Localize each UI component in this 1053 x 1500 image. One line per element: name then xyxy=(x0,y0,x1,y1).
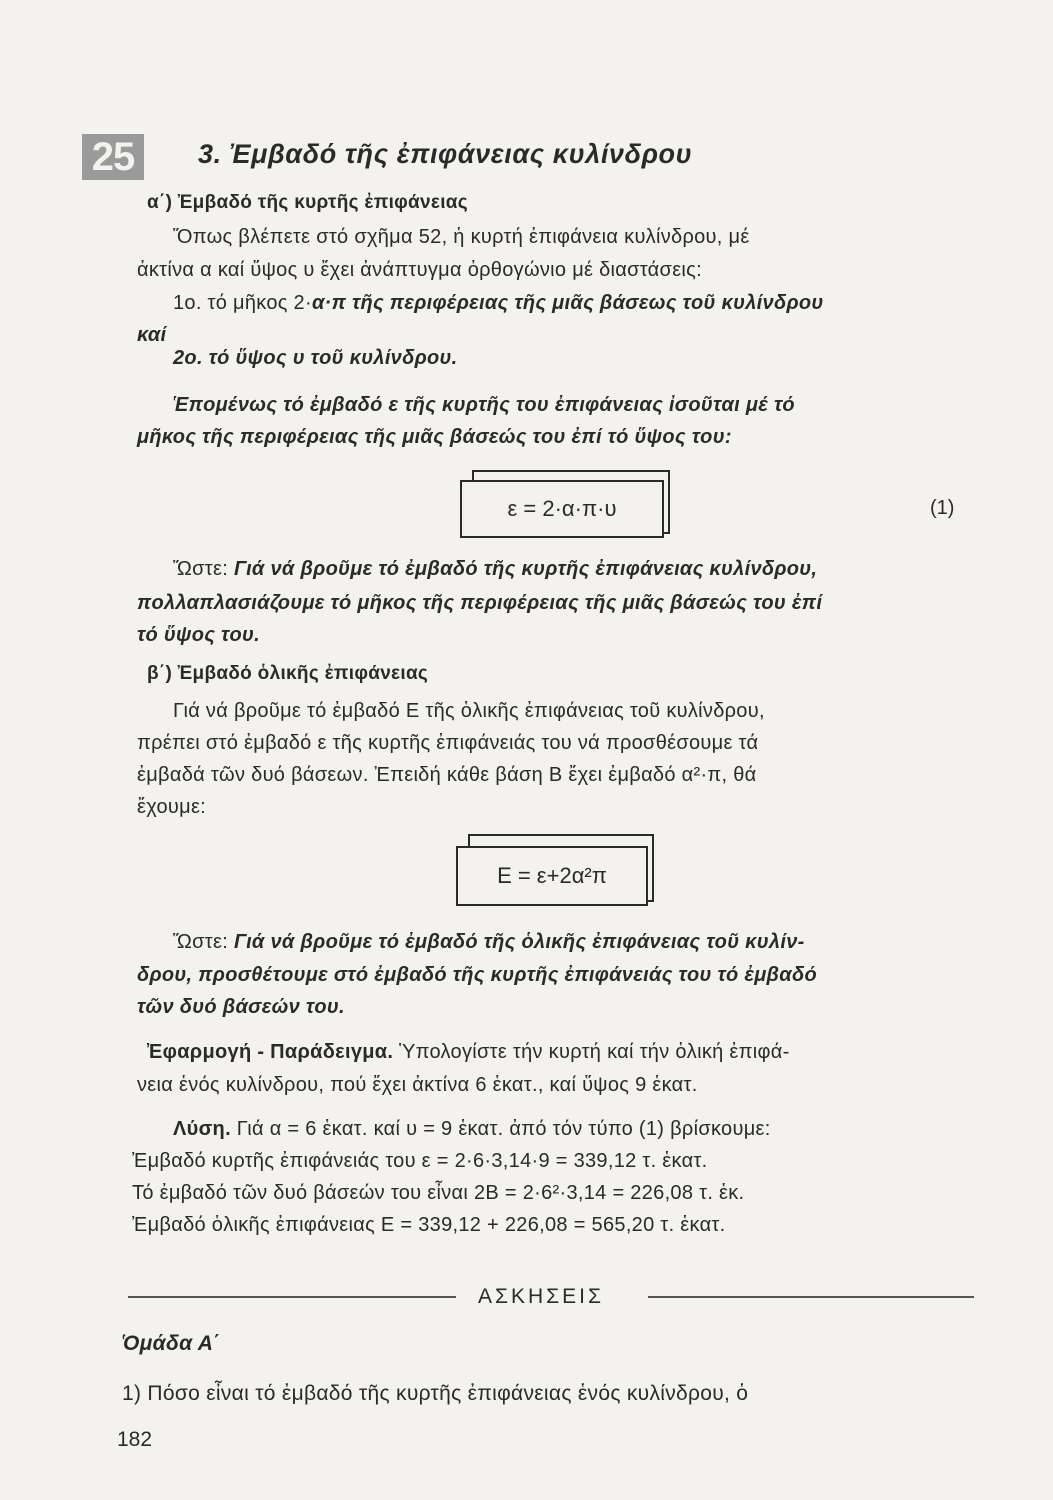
rule-prefix: Ὥστε: xyxy=(173,558,234,580)
paragraph-line: ἀκτίνα α καί ὕψος υ ἔχει ἀνάπτυγμα ὀρθογώνιο μέ διαστάσεις: xyxy=(137,259,702,281)
formula-total-area: Ε = ε+2α²π xyxy=(456,846,648,906)
paragraph-line: ἐμβαδά τῶν δυό βάσεων. Ἐπειδή κάθε βάση Β ἔχει ἐμβαδό α²·π, θά xyxy=(137,764,757,786)
solution-line xyxy=(173,1115,771,1143)
paragraph-line: πρέπει στό ἐμβαδό ε τῆς κυρτῆς ἐπιφάνειάς του νά προσθέσουμε τά xyxy=(137,732,759,754)
solution-line: Τό ἐμβαδό τῶν δυό βάσεών του εἶναι 2Β = 2·6²·3,14 = 226,08 τ. ἑκ. xyxy=(132,1182,745,1204)
paragraph-line: Γιά νά βροῦμε τό ἐμβαδό Ε τῆς ὁλικῆς ἐπιφάνειας τοῦ κυλίνδρου, xyxy=(173,700,765,722)
group-heading: Ὁμάδα Α΄ xyxy=(122,1332,221,1355)
formula-number: (1) xyxy=(930,497,955,519)
divider-left xyxy=(128,1296,456,1298)
solution-line: Ἐμβαδό ὁλικῆς ἐπιφάνειας Ε = 339,12 + 226,08 = 565,20 τ. ἑκατ. xyxy=(132,1214,726,1236)
exercise-question: 1) Πόσο εἶναι τό ἐμβαδό τῆς κυρτῆς ἐπιφάνειας ἑνός κυλίνδρου, ὁ xyxy=(122,1382,749,1405)
list-item-2: 2ο. τό ὕψος υ τοῦ κυλίνδρου. xyxy=(173,347,458,369)
example-label: Ἐφαρμογή - Παράδειγμα. xyxy=(147,1041,394,1063)
exercises-heading: ΑΣΚΗΣΕΙΣ xyxy=(478,1285,604,1308)
example-text: Ὑπολογίστε τήν κυρτή καί τήν ὁλική ἐπιφά- xyxy=(393,1041,790,1063)
section-b-heading: β΄) Ἐμβαδό ὁλικῆς ἐπιφάνειας xyxy=(147,663,429,684)
conclusion-line: μῆκος τῆς περιφέρειας τῆς μιᾶς βάσεώς του ἐπί τό ὕψος του: xyxy=(137,426,732,448)
rule-line xyxy=(173,928,805,956)
rule-line: τό ὕψος του. xyxy=(137,624,261,646)
solution-line: Ἐμβαδό κυρτῆς ἐπιφάνειάς του ε = 2·6·3,14·9 = 339,12 τ. ἑκατ. xyxy=(132,1150,708,1172)
solution-label: Λύση. xyxy=(173,1118,231,1140)
page-number: 182 xyxy=(117,1428,153,1451)
formula-curved-area: ε = 2·α·π·υ xyxy=(460,480,664,538)
solution-text: Γιά α = 6 ἑκατ. καί υ = 9 ἑκατ. ἀπό τόν τύπο (1) βρίσκουμε: xyxy=(230,1118,771,1140)
list-item-1-emphasis: α·π τῆς περιφέρειας τῆς μιᾶς βάσεως τοῦ κυλίνδρου xyxy=(311,292,824,314)
section-a-heading: α΄) Ἐμβαδό τῆς κυρτῆς ἐπιφάνειας xyxy=(147,192,468,213)
rule-line: πολλαπλασιάζουμε τό μῆκος τῆς περιφέρειας τῆς μιᾶς βάσεώς του ἐπί xyxy=(137,592,823,614)
conclusion-line: Ἑπομένως τό ἐμβαδό ε τῆς κυρτῆς του ἐπιφάνειας ἰσοῦται μέ τό xyxy=(173,394,795,416)
paragraph-line: Ὅπως βλέπετε στό σχῆμα 52, ἡ κυρτή ἐπιφάνεια κυλίνδρου, μέ xyxy=(173,226,750,248)
list-item-1-continuation: καί xyxy=(137,324,167,346)
list-item-1-text: 1ο. τό μῆκος 2· xyxy=(173,292,312,314)
section-title: 3. Ἐμβαδό τῆς ἐπιφάνειας κυλίνδρου xyxy=(198,139,693,169)
paragraph-line: ἔχουμε: xyxy=(137,796,207,818)
chapter-tab: 25 xyxy=(82,134,144,180)
rule-text: Γιά νά βροῦμε τό ἐμβαδό τῆς κυρτῆς ἐπιφάνειας κυλίνδρου, xyxy=(233,558,818,580)
rule-line xyxy=(173,555,817,583)
example-line: νεια ἑνός κυλίνδρου, πού ἔχει ἀκτίνα 6 ἑκατ., καί ὕψος 9 ἑκατ. xyxy=(137,1074,698,1096)
rule-text: Γιά νά βροῦμε τό ἐμβαδό τῆς ὁλικῆς ἐπιφάνειας τοῦ κυλίν- xyxy=(233,931,805,953)
rule-line: δρου, προσθέτουμε στό ἐμβαδό τῆς κυρτῆς ἐπιφάνειάς του τό ἐμβαδό xyxy=(137,964,817,986)
divider-right xyxy=(648,1296,974,1298)
rule-prefix: Ὥστε: xyxy=(173,931,234,953)
example-line xyxy=(147,1038,790,1066)
list-item-1 xyxy=(173,289,824,317)
rule-line: τῶν δυό βάσεών του. xyxy=(137,996,345,1018)
